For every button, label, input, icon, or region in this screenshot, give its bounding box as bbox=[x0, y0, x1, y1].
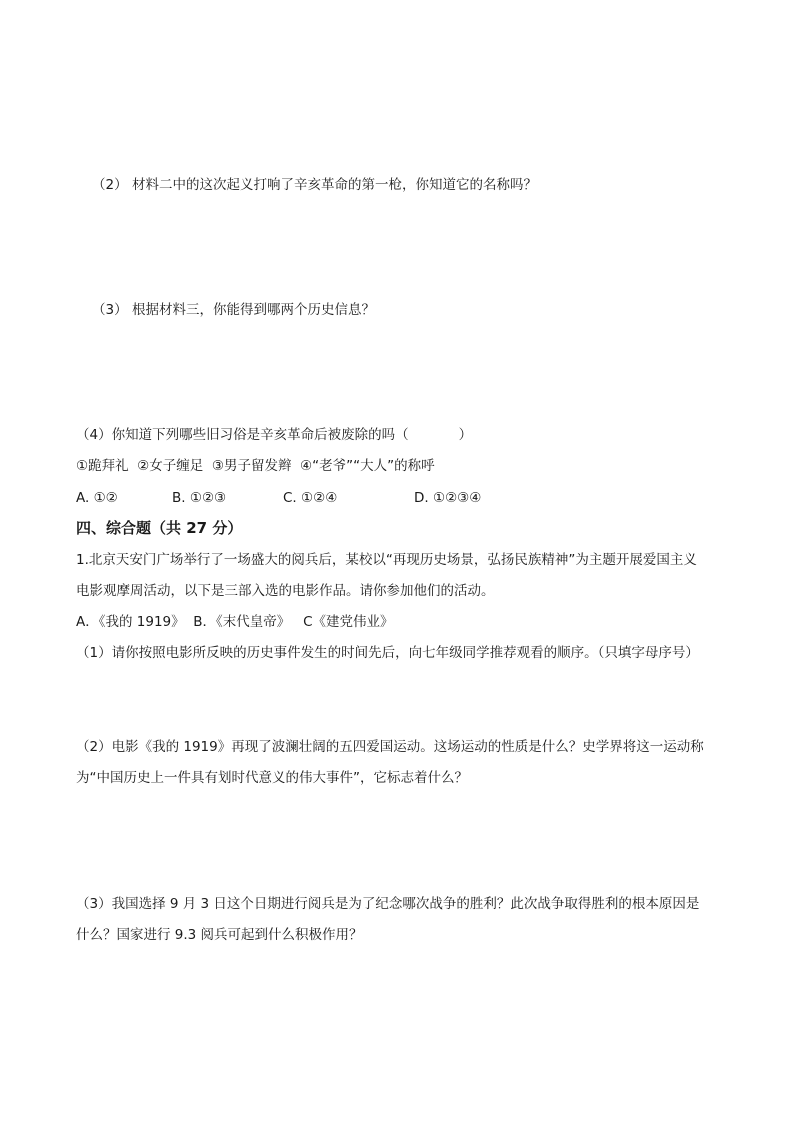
option-b: B. ①②③ bbox=[172, 490, 227, 506]
question-4-1-sub3-line2: 什么？国家进行 9.3 阅兵可起到什么积极作用？ bbox=[76, 927, 363, 943]
option-c: C. ①②④ bbox=[283, 490, 338, 506]
question-number: （2） bbox=[92, 177, 128, 193]
question-text-end: ） bbox=[458, 427, 473, 443]
option-d: D. ①②③④ bbox=[414, 490, 482, 506]
question-4-1-sub2-line2: 为“中国历史上一件具有划时代意义的伟大事件”，它标志着什么？ bbox=[76, 770, 468, 786]
question-3-3 bbox=[92, 300, 375, 320]
question-3-4 bbox=[76, 425, 472, 445]
question-text: 根据材料三，你能得到哪两个历史信息？ bbox=[132, 302, 375, 318]
question-number: （3） bbox=[92, 302, 128, 318]
question-4-1-sub2-line1: （2）电影《我的 1919》再现了波澜壮阔的五四爱国运动。这场运动的性质是什么？史学界将这一运动称 bbox=[76, 739, 704, 755]
film-list: A．《我的 1919》 B．《末代皇帝》 C《建党伟业》 bbox=[76, 614, 394, 630]
question-4-1-sub1: （1）请你按照电影所反映的历史事件发生的时间先后，向七年级同学推荐观看的顺序。（只填字母序号） bbox=[76, 645, 699, 661]
question-4-1-intro-line2: 电影观摩周活动，以下是三部入选的电影作品。请你参加他们的活动。 bbox=[76, 583, 495, 599]
question-3-2 bbox=[92, 175, 537, 195]
question-text: （4）你知道下列哪些旧习俗是辛亥革命后被废除的吗（ bbox=[76, 427, 409, 443]
section-heading: 四、综合题（共 27 分） bbox=[76, 519, 243, 537]
question-text: 材料二中的这次起义打响了辛亥革命的第一枪，你知道它的名称吗？ bbox=[132, 177, 537, 193]
question-3-4-items: ①跪拜礼 ②女子缠足 ③男子留发辫 ④“老爷”“大人”的称呼 bbox=[76, 458, 435, 474]
option-a: A. ①② bbox=[76, 490, 118, 506]
question-4-1-intro-line1: 1.北京天安门广场举行了一场盛大的阅兵后，某校以“再现历史场景，弘扬民族精神”为主题开展爱国主义 bbox=[76, 552, 697, 568]
question-4-1-sub3-line1: （3）我国选择 9 月 3 日这个日期进行阅兵是为了纪念哪次战争的胜利？此次战争取得胜利的根本原因是 bbox=[76, 896, 700, 912]
question-3-4-options bbox=[76, 488, 481, 508]
